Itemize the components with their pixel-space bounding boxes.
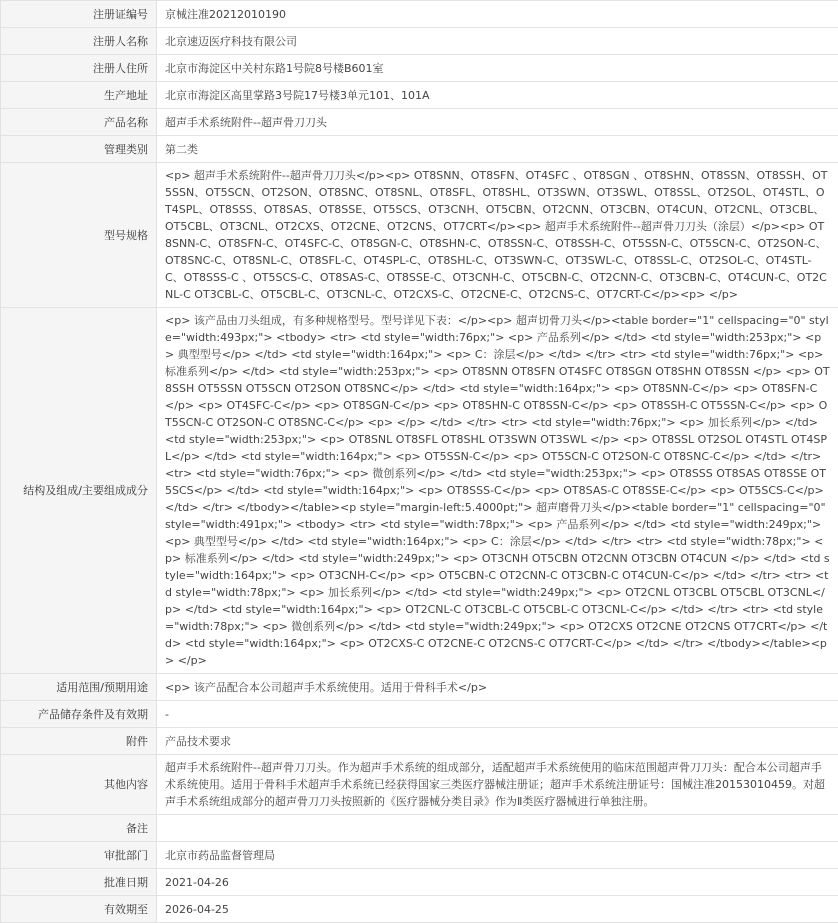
label-production-address: 生产地址 bbox=[1, 82, 157, 109]
value-attachment: 产品技术要求 bbox=[157, 728, 838, 755]
label-registrant-address: 注册人住所 bbox=[1, 55, 157, 82]
row-intended-use bbox=[1, 674, 838, 701]
row-attachment bbox=[1, 728, 838, 755]
value-approval-date: 2021-04-26 bbox=[157, 869, 838, 896]
row-registrant-name bbox=[1, 28, 838, 55]
row-valid-until bbox=[1, 896, 838, 923]
label-approval-date: 批准日期 bbox=[1, 869, 157, 896]
value-registrant-address: 北京市海淀区中关村东路1号院8号楼B601室 bbox=[157, 55, 838, 82]
row-registrant-address bbox=[1, 55, 838, 82]
value-valid-until: 2026-04-25 bbox=[157, 896, 838, 923]
value-remarks bbox=[157, 815, 838, 842]
label-remarks: 备注 bbox=[1, 815, 157, 842]
row-management-category bbox=[1, 136, 838, 163]
value-registrant-name: 北京速迈医疗科技有限公司 bbox=[157, 28, 838, 55]
value-registration-number: 京械注准20212010190 bbox=[157, 1, 838, 28]
label-approval-department: 审批部门 bbox=[1, 842, 157, 869]
row-structure-composition bbox=[1, 308, 838, 674]
label-structure-composition: 结构及组成/主要组成成分 bbox=[1, 308, 157, 674]
value-model-spec: <p> 超声手术系统附件--超声骨刀刀头</p><p> OT8SNN、OT8SFN、OT4SFC 、OT8SGN 、OT8SHN、OT8SSN、OT8SSH、OT5SSN、OT5SCN、OT2SON、OT8SNC、OT8SNL、OT8SFL、OT8SHL、OT3SWN、OT3SWL、OT8SSL、OT2SOL、OT4STL、OT4SPL、OT8SSS、OT8SAS、OT8SSE、OT5SCS、OT3CNH、OT5CBN、OT2CNN、OT3CBN、OT4CUN、OT2CNL、OT3CBL、OT5CBL、OT3CNL、OT2CXS、OT2CNE、OT2CNS、OT7CRT</p><p> 超声手术系统附件--超声骨刀刀头（涂层）</p><p> OT8SNN-C、OT8SFN-C、OT4SFC-C、OT8SGN-C、OT8SHN-C、OT8SSN-C、OT8SSH-C、OT5SSN-C、OT5SCN-C、OT2SON-C、OT8SNC-C、OT8SNL-C、OT8SFL-C、OT4SPL-C、OT8SHL-C、OT3SWN-C、OT3SWL-C、OT8SSL-C、OT2SOL-C、OT4STL-C、OT8SSS-C 、OT5SCS-C、OT8SAS-C、OT8SSE-C、OT3CNH-C、OT5CBN-C、OT2CNN-C、OT3CBN-C、OT4CUN-C、OT2CNL-C OT3CBL-C、OT5CBL-C、OT3CNL-C、OT2CXS-C、OT2CNE-C、OT2CNS-C、OT7CRT-C</p><p> </p> bbox=[157, 163, 838, 308]
row-product-name bbox=[1, 109, 838, 136]
row-remarks bbox=[1, 815, 838, 842]
value-product-name: 超声手术系统附件--超声骨刀刀头 bbox=[157, 109, 838, 136]
row-other-content bbox=[1, 755, 838, 815]
row-model-spec bbox=[1, 163, 838, 308]
value-management-category: 第二类 bbox=[157, 136, 838, 163]
label-management-category: 管理类别 bbox=[1, 136, 157, 163]
label-product-name: 产品名称 bbox=[1, 109, 157, 136]
value-production-address: 北京市海淀区高里掌路3号院17号楼3单元101、101A bbox=[157, 82, 838, 109]
label-other-content: 其他内容 bbox=[1, 755, 157, 815]
row-registration-number bbox=[1, 1, 838, 28]
value-approval-department: 北京市药品监督管理局 bbox=[157, 842, 838, 869]
label-model-spec: 型号规格 bbox=[1, 163, 157, 308]
label-valid-until: 有效期至 bbox=[1, 896, 157, 923]
label-intended-use: 适用范围/预期用途 bbox=[1, 674, 157, 701]
value-structure-composition: <p> 该产品由刀头组成，有多种规格型号。型号详见下表：</p><p> 超声切骨刀头</p><table border="1" cellspacing="0" style="width:493px;"> <tbody> <tr> <td style="width:76px;"> <p> 产品系列</p> </td> <td style="width:253px;"> <p> 典型型号</p> </td> <td style="width:164px;"> <p> C：涂层</p> </td> </tr> <tr> <td style="width:76px;"> <p> 标准系列</p> </td> <td style="width:253px;"> <p> OT8SNN OT8SFN OT4SFC OT8SGN OT8SHN OT8SSN </p> <p> OT8SSH OT5SSN OT5SCN OT2SON OT8SNC</p> </td> <td style="width:164px;"> <p> OT8SNN-C</p> <p> OT8SFN-C</p> <p> OT4SFC-C</p> <p> OT8SGN-C</p> <p> OT8SHN-C OT8SSN-C</p> <p> OT8SSH-C OT5SSN-C</p> <p> OT5SCN-C OT2SON-C OT8SNC-C</p> <p> </p> </td> </tr> <tr> <td style="width:76px;"> <p> 加长系列</p> </td> <td style="width:253px;"> <p> OT8SNL OT8SFL OT8SHL OT3SWN OT3SWL </p> <p> OT8SSL OT2SOL OT4STL OT4SPL</p> </td> <td style="width:164px;"> <p> OT5SSN-C</p> <p> OT5SCN-C OT2SON-C OT8SNC-C</p> </td> </tr> <tr> <td style="width:76px;"> <p> 微创系列</p> </td> <td style="width:253px;"> <p> OT8SSS OT8SAS OT8SSE OT5SCS</p> </td> <td style="width:164px;"> <p> OT8SSS-C</p> <p> OT8SAS-C OT8SSE-C</p> <p> OT5SCS-C</p> </td> </tr> </tbody></table><p style="margin-left:5.4000pt;"> 超声磨骨刀头</p><table border="1" cellspacing="0" style="width:491px;"> <tbody> <tr> <td style="width:78px;"> <p> 产品系列</p> </td> <td style="width:249px;"> <p> 典型型号</p> </td> <td style="width:164px;"> <p> C：涂层</p> </td> </tr> <tr> <td style="width:78px;"> <p> 标准系列</p> </td> <td style="width:249px;"> <p> OT3CNH OT5CBN OT2CNN OT3CBN OT4CUN </p> </td> <td style="width:164px;"> <p> OT3CNH-C</p> <p> OT5CBN-C OT2CNN-C OT3CBN-C OT4CUN-C</p> </td> </tr> <tr> <td style="width:78px;"> <p> 加长系列</p> </td> <td style="width:249px;"> <p> OT2CNL OT3CBL OT5CBL OT3CNL</p> </td> <td style="width:164px;"> <p> OT2CNL-C OT3CBL-C OT5CBL-C OT3CNL-C</p> </td> </tr> <tr> <td style="width:78px;"> <p> 微创系列</p> </td> <td style="width:249px;"> <p> OT2CXS OT2CNE OT2CNS OT7CRT</p> </td> <td style="width:164px;"> <p> OT2CXS-C OT2CNE-C OT2CNS-C OT7CRT-C</p> </td> </tr> </tbody></table><p> </p> bbox=[157, 308, 838, 674]
row-approval-department bbox=[1, 842, 838, 869]
label-registrant-name: 注册人名称 bbox=[1, 28, 157, 55]
row-storage-validity bbox=[1, 701, 838, 728]
label-storage-validity: 产品储存条件及有效期 bbox=[1, 701, 157, 728]
label-registration-number: 注册证编号 bbox=[1, 1, 157, 28]
label-attachment: 附件 bbox=[1, 728, 157, 755]
value-intended-use: <p> 该产品配合本公司超声手术系统使用。适用于骨科手术</p> bbox=[157, 674, 838, 701]
row-production-address bbox=[1, 82, 838, 109]
value-storage-validity: - bbox=[157, 701, 838, 728]
value-other-content: 超声手术系统附件--超声骨刀刀头。作为超声手术系统的组成部分，适配超声手术系统使用的临床范围超声骨刀刀头：配合本公司超声手术系统使用。适用于骨科手术超声手术系统已经获得国家三类医疗器械注册证；超声手术系统注册证号：国械注准20153010459。对超声手术系统组成部分的超声骨刀刀头按照新的《医疗器械分类目录》作为Ⅱ类医疗器械进行单独注册。 bbox=[157, 755, 838, 815]
row-approval-date bbox=[1, 869, 838, 896]
